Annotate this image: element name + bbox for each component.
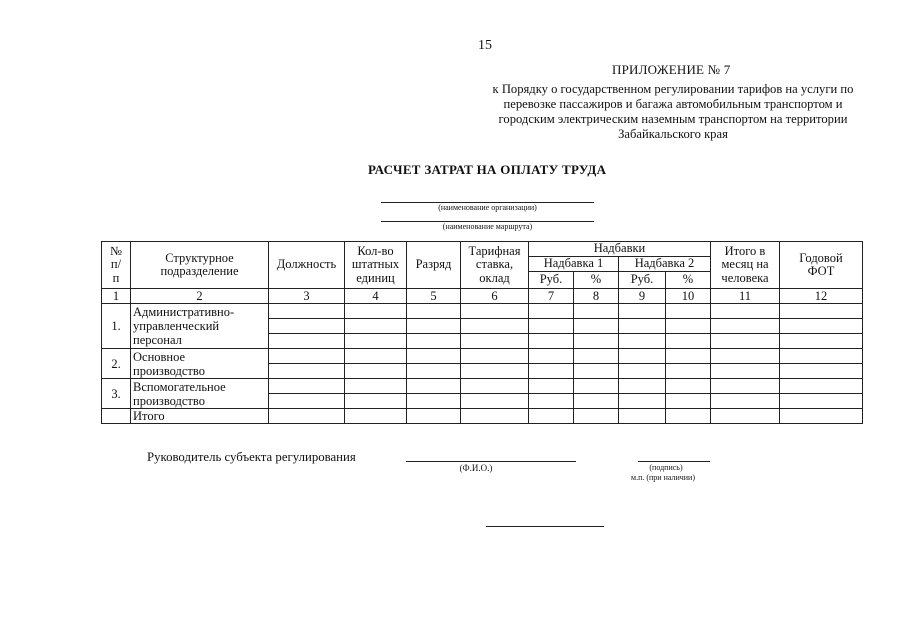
- table-cell[interactable]: [269, 394, 345, 409]
- table-cell[interactable]: [619, 304, 666, 319]
- table-cell[interactable]: [529, 319, 574, 334]
- header-unit: Структурное подразделение: [131, 242, 269, 289]
- appendix-line: перевозке пассажиров и багажа автомобильным транспортом и: [503, 97, 843, 111]
- table-cell[interactable]: [780, 349, 863, 364]
- column-number: 2: [131, 289, 269, 304]
- table-cell[interactable]: [666, 409, 711, 424]
- table-cell[interactable]: [407, 304, 461, 319]
- table-cell[interactable]: [529, 409, 574, 424]
- table-cell[interactable]: [666, 364, 711, 379]
- table-cell[interactable]: [345, 394, 407, 409]
- table-cell[interactable]: [619, 394, 666, 409]
- total-row: [102, 409, 863, 424]
- table-cell[interactable]: [780, 394, 863, 409]
- fio-line[interactable]: [406, 461, 576, 462]
- table-cell[interactable]: [619, 319, 666, 334]
- table-cell[interactable]: [619, 379, 666, 394]
- table-cell[interactable]: [461, 319, 529, 334]
- row-unit-main-production: Основное производство: [131, 349, 269, 379]
- table-cell[interactable]: [780, 379, 863, 394]
- table-cell[interactable]: [345, 319, 407, 334]
- table-cell[interactable]: [529, 349, 574, 364]
- table-cell[interactable]: [461, 364, 529, 379]
- row-unit-administrative: Административно- управленческий персонал: [131, 304, 269, 349]
- table-cell[interactable]: [574, 409, 619, 424]
- table-cell[interactable]: [269, 349, 345, 364]
- table-cell[interactable]: [574, 394, 619, 409]
- table-row: [102, 379, 863, 394]
- row-number: 2.: [102, 349, 131, 379]
- table-cell[interactable]: [461, 394, 529, 409]
- table-row: [102, 349, 863, 364]
- table-cell[interactable]: [666, 304, 711, 319]
- table-cell[interactable]: [345, 409, 407, 424]
- column-number: 11: [711, 289, 780, 304]
- table-cell[interactable]: [574, 364, 619, 379]
- header-row: [102, 242, 863, 257]
- table-cell[interactable]: [711, 409, 780, 424]
- table-cell[interactable]: [666, 334, 711, 349]
- table-cell[interactable]: [269, 334, 345, 349]
- header-bonus-2-rub: Руб.: [619, 272, 666, 289]
- column-number: 9: [619, 289, 666, 304]
- table-cell[interactable]: [461, 304, 529, 319]
- table-cell[interactable]: [529, 334, 574, 349]
- table-cell[interactable]: [345, 304, 407, 319]
- table-cell[interactable]: [407, 349, 461, 364]
- table-cell[interactable]: [711, 319, 780, 334]
- appendix-line: городским электрическим наземным транспортом на территории: [498, 112, 848, 126]
- table-cell[interactable]: [345, 364, 407, 379]
- table-cell[interactable]: [780, 304, 863, 319]
- column-number: 1: [102, 289, 131, 304]
- table-cell[interactable]: [619, 349, 666, 364]
- table-cell[interactable]: [574, 304, 619, 319]
- header-grade: Разряд: [407, 242, 461, 289]
- column-number: 3: [269, 289, 345, 304]
- labor-cost-table: [101, 241, 863, 424]
- table-cell[interactable]: [407, 409, 461, 424]
- table-cell[interactable]: [407, 364, 461, 379]
- row-number: 3.: [102, 379, 131, 409]
- table-cell[interactable]: [619, 334, 666, 349]
- table-cell[interactable]: [407, 379, 461, 394]
- table-cell[interactable]: [529, 394, 574, 409]
- header-position: Должность: [269, 242, 345, 289]
- table-cell[interactable]: [407, 394, 461, 409]
- table-cell[interactable]: [780, 364, 863, 379]
- header-bonus-1: Надбавка 1: [529, 257, 619, 272]
- table-cell[interactable]: [461, 379, 529, 394]
- head-of-entity-label: Руководитель субъекта регулирования: [147, 450, 356, 464]
- column-number: 5: [407, 289, 461, 304]
- table-cell[interactable]: [711, 379, 780, 394]
- table-cell[interactable]: [780, 409, 863, 424]
- column-number: 12: [780, 289, 863, 304]
- table-cell[interactable]: [407, 319, 461, 334]
- appendix-title: ПРИЛОЖЕНИЕ № 7: [612, 62, 731, 77]
- table-cell[interactable]: [619, 409, 666, 424]
- column-number: 7: [529, 289, 574, 304]
- header-monthly-total: Итого в месяц на человека: [711, 242, 780, 289]
- table-cell[interactable]: [666, 394, 711, 409]
- header-staff-count: Кол-во штатных единиц: [345, 242, 407, 289]
- appendix-line: к Порядку о государственном регулировании тарифов на услуги по: [492, 82, 854, 96]
- bottom-line: [486, 526, 604, 527]
- table-cell[interactable]: [619, 364, 666, 379]
- table-cell[interactable]: [529, 364, 574, 379]
- table-cell: [102, 409, 131, 424]
- column-number: 4: [345, 289, 407, 304]
- table-cell[interactable]: [529, 304, 574, 319]
- table-cell[interactable]: [711, 364, 780, 379]
- table-cell[interactable]: [269, 379, 345, 394]
- header-bonus-1-rub: Руб.: [529, 272, 574, 289]
- header-tariff-rate: Тарифная ставка, оклад: [461, 242, 529, 289]
- table-cell[interactable]: [780, 319, 863, 334]
- column-number-row: [102, 289, 863, 304]
- table-cell[interactable]: [461, 409, 529, 424]
- table-cell[interactable]: [666, 319, 711, 334]
- header-bonuses: Надбавки: [529, 242, 711, 257]
- header-bonus-1-pct: %: [574, 272, 619, 289]
- appendix-description: [480, 82, 866, 142]
- signature-caption: (подпись): [649, 463, 683, 472]
- table-cell[interactable]: [407, 334, 461, 349]
- page-number: 15: [478, 38, 492, 53]
- table-cell[interactable]: [711, 349, 780, 364]
- organization-name-caption: (наименование организации): [438, 203, 537, 212]
- table-cell[interactable]: [269, 409, 345, 424]
- header-bonus-2: Надбавка 2: [619, 257, 711, 272]
- stamp-caption: м.п. (при наличии): [631, 473, 695, 482]
- table-cell[interactable]: [574, 379, 619, 394]
- table-row: [102, 304, 863, 319]
- row-number: 1.: [102, 304, 131, 349]
- table-cell[interactable]: [711, 334, 780, 349]
- header-bonus-2-pct: %: [666, 272, 711, 289]
- table-cell[interactable]: [461, 349, 529, 364]
- table-cell[interactable]: [529, 379, 574, 394]
- table-cell[interactable]: [345, 349, 407, 364]
- appendix-line: Забайкальского края: [618, 127, 728, 141]
- signature-line[interactable]: [638, 461, 710, 462]
- table-cell[interactable]: [461, 334, 529, 349]
- table-cell[interactable]: [269, 364, 345, 379]
- column-number: 8: [574, 289, 619, 304]
- total-label: Итого: [131, 409, 269, 424]
- table-cell[interactable]: [574, 349, 619, 364]
- fio-caption: (Ф.И.О.): [459, 463, 493, 473]
- table-cell[interactable]: [574, 319, 619, 334]
- table-cell[interactable]: [711, 304, 780, 319]
- table-cell[interactable]: [666, 379, 711, 394]
- document-title: РАСЧЕТ ЗАТРАТ НА ОПЛАТУ ТРУДА: [368, 162, 607, 177]
- route-name-caption: (наименование маршрута): [442, 222, 533, 231]
- table-cell[interactable]: [666, 349, 711, 364]
- header-annual-fund: Годовой ФОТ: [780, 242, 863, 289]
- table-cell[interactable]: [345, 379, 407, 394]
- table-cell[interactable]: [345, 334, 407, 349]
- table-cell[interactable]: [780, 334, 863, 349]
- column-number: 10: [666, 289, 711, 304]
- table-cell[interactable]: [269, 304, 345, 319]
- column-number: 6: [461, 289, 529, 304]
- table-cell[interactable]: [269, 319, 345, 334]
- table-cell[interactable]: [574, 334, 619, 349]
- header-num: № п/ п: [102, 242, 131, 289]
- table-cell[interactable]: [711, 394, 780, 409]
- row-unit-auxiliary-production: Вспомогательное производство: [131, 379, 269, 409]
